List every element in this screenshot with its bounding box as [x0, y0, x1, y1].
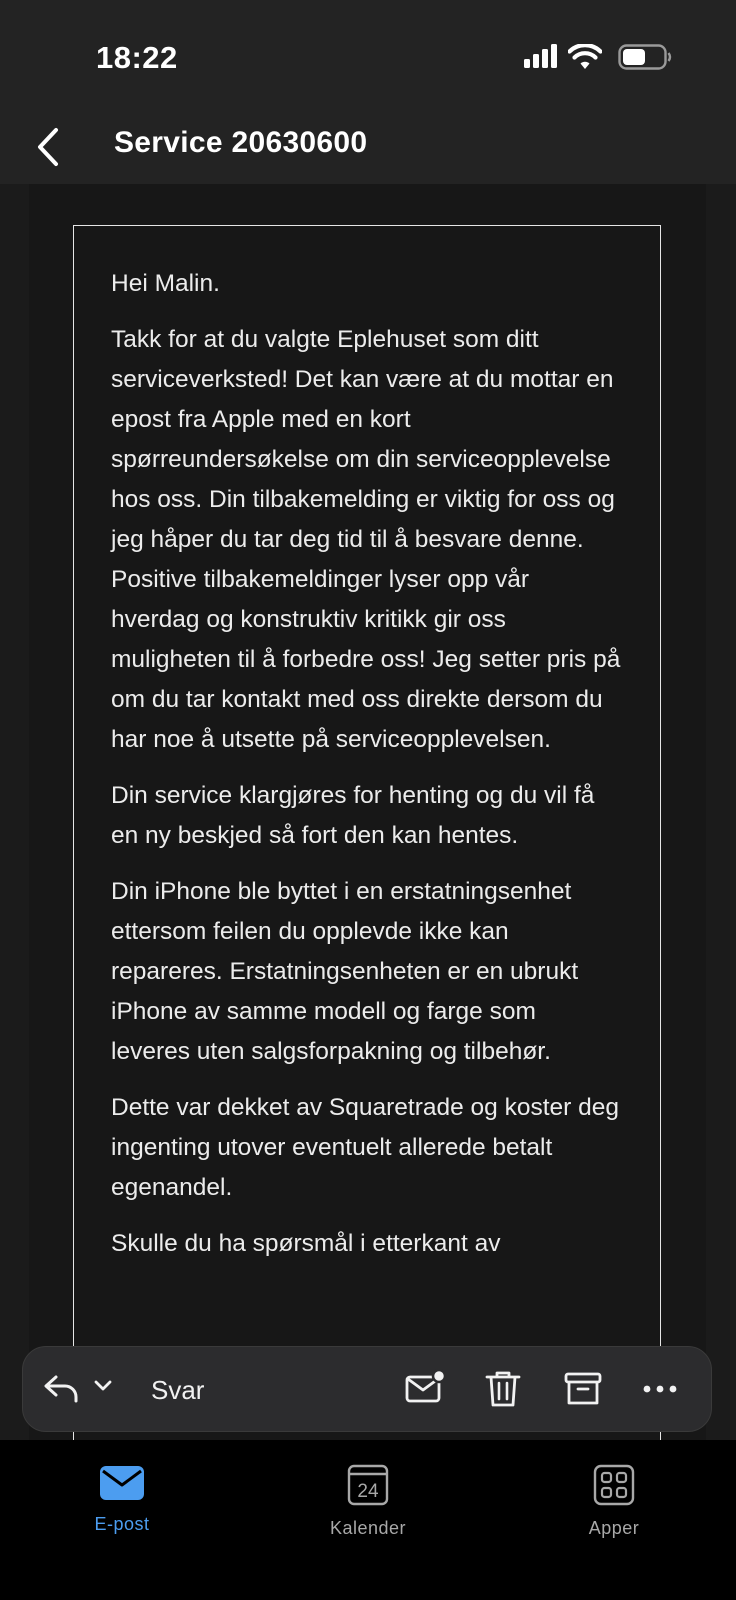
tab-label: E-post — [94, 1514, 150, 1534]
email-paragraph: Dette var dekket av Squaretrade og koster deg ingenting utover eventuelt allerede betalt egenandel. — [111, 1094, 619, 1201]
more-icon — [639, 1367, 683, 1411]
email-body-text — [111, 264, 621, 1280]
mark-unread-button[interactable] — [403, 1367, 447, 1411]
calendar-day-number: 24 — [357, 1481, 379, 1502]
archive-icon — [561, 1367, 605, 1411]
status-time: 18:22 — [96, 40, 178, 75]
navigation-bar — [0, 110, 736, 184]
email-paragraph: Din service klargjøres for henting og du vil få en ny beskjed så fort den kan hentes. — [111, 782, 595, 849]
email-body-card — [73, 225, 661, 1445]
tab-apps[interactable] — [544, 1464, 684, 1554]
tab-label: Kalender — [329, 1518, 407, 1538]
tab-calendar[interactable] — [298, 1464, 438, 1554]
delete-button[interactable] — [481, 1367, 525, 1411]
email-paragraph: Takk for at du valgte Eplehuset som ditt serviceverksted! Det kan være at du mottar en epost fra Apple med en kort spørreundersøkelse om din serviceopplevelse hos oss. Din tilbakemelding er viktig for oss og jeg håper du tar deg tid til å besvare denne. Positive tilbakemeldinger lyser opp vår hverdag og konstruktiv kritikk gir oss muligheten til å forbedre oss! Jeg setter pris på om du tar kontakt med oss direkte dersom du har noe å utsette på serviceopplevelsen. — [111, 326, 621, 753]
reply-icon — [43, 1371, 79, 1405]
mail-icon — [99, 1464, 145, 1502]
apps-grid-icon — [593, 1464, 635, 1506]
battery-icon — [618, 44, 672, 70]
cellular-signal-icon — [524, 44, 560, 68]
back-button[interactable] — [30, 124, 70, 170]
trash-icon — [481, 1367, 525, 1411]
archive-button[interactable] — [561, 1367, 605, 1411]
reply-button[interactable] — [43, 1367, 213, 1413]
email-paragraph: Skulle du ha spørsmål i etterkant av — [111, 1230, 501, 1257]
tab-label: Apper — [588, 1518, 640, 1538]
email-paragraph: Din iPhone ble byttet i en erstatningsenhet ettersom feilen du opplevde ikke kan repareres. Erstatningsenheten er en ubrukt iPhone av samme modell og farge som leveres uten salgsforpakning og tilbehør. — [111, 878, 579, 1065]
email-greeting: Hei Malin. — [111, 270, 220, 297]
calendar-icon — [347, 1464, 389, 1506]
more-options-button[interactable] — [639, 1367, 683, 1411]
wifi-icon — [568, 44, 602, 70]
mark-unread-icon — [403, 1367, 447, 1411]
tab-email[interactable] — [52, 1464, 192, 1554]
reply-label: Svar — [151, 1375, 205, 1405]
email-subject-title: Service 20630600 — [114, 126, 368, 159]
bottom-tab-bar — [0, 1440, 736, 1600]
email-action-bar — [22, 1346, 712, 1432]
status-bar — [0, 0, 736, 110]
chevron-left-icon — [30, 124, 70, 170]
chevron-down-icon[interactable] — [93, 1379, 113, 1393]
